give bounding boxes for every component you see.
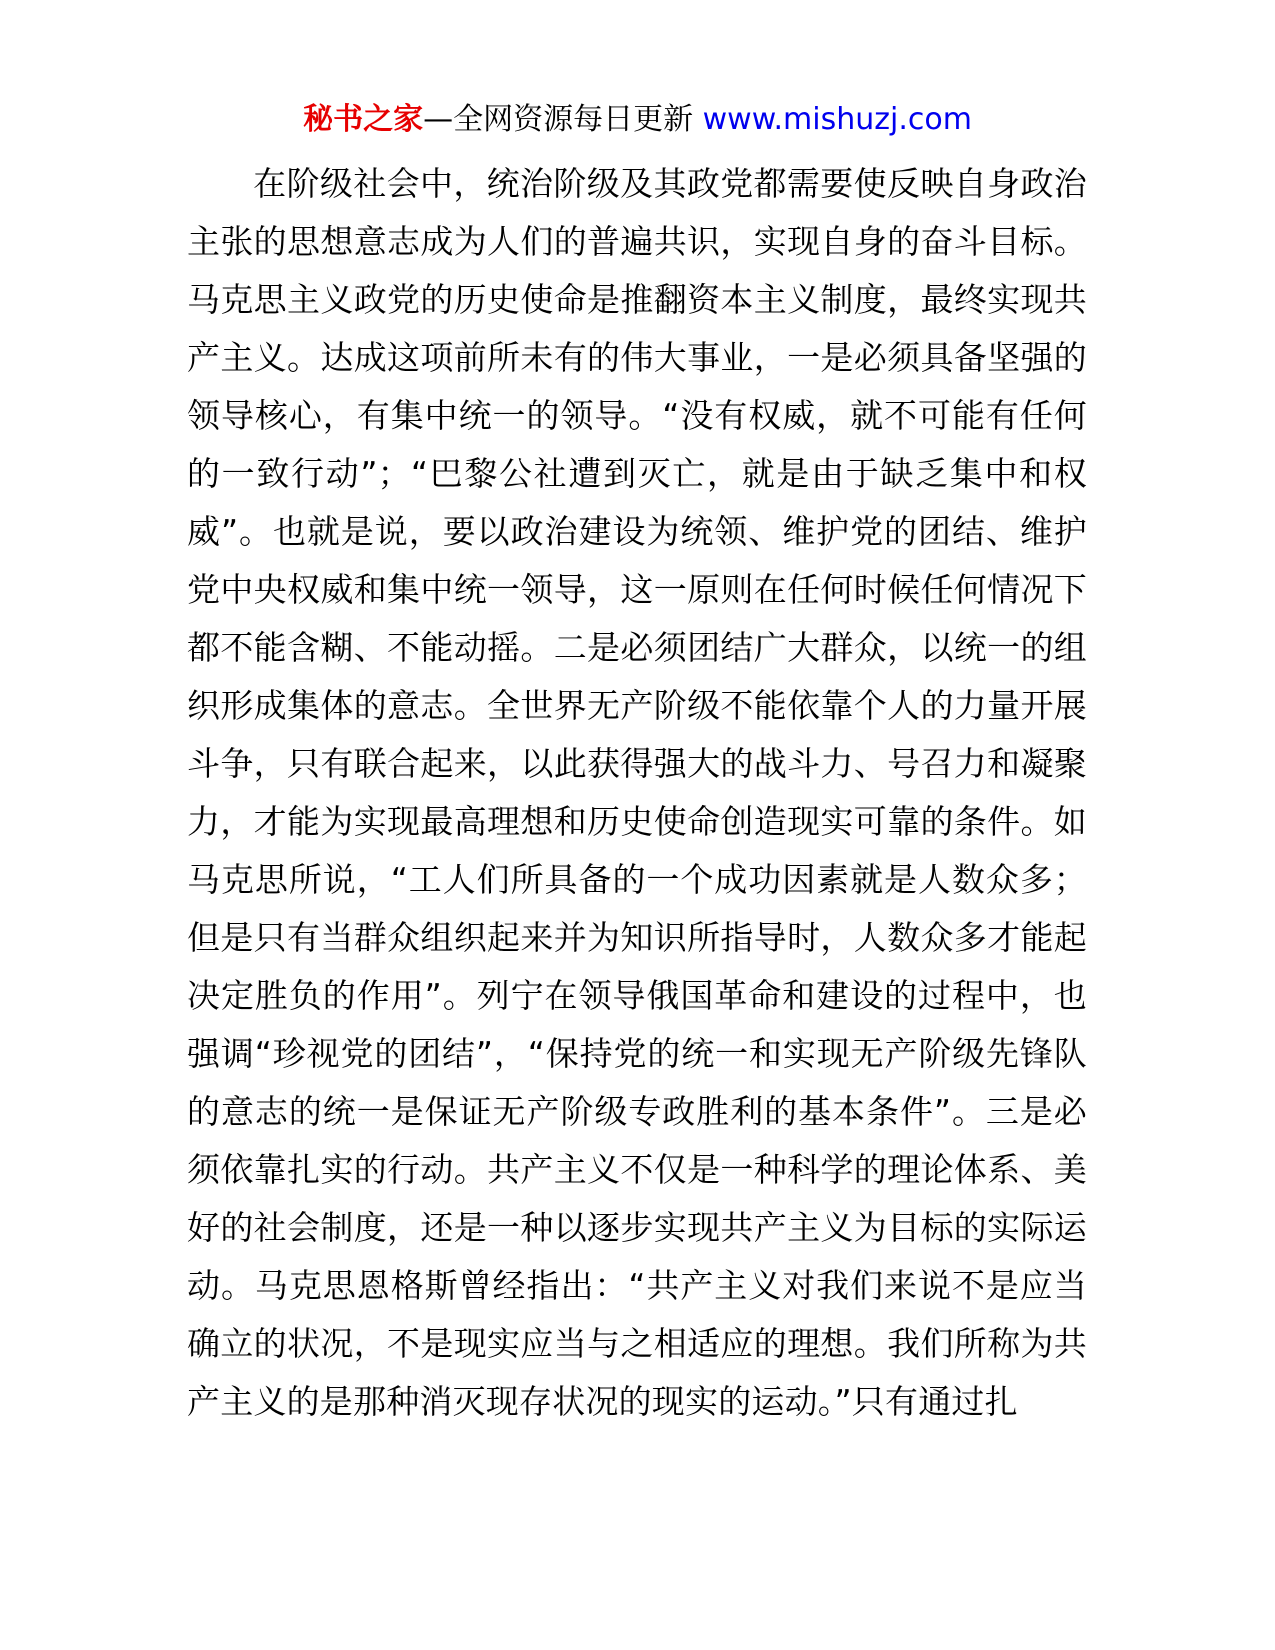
- body-paragraph: [187, 155, 1087, 1431]
- website-link[interactable]: www.mishuzj.com: [702, 102, 972, 137]
- page-header: [0, 100, 1275, 140]
- paragraph-text: 在阶级社会中，统治阶级及其政党都需要使反映自身政治主张的思想意志成为人们的普遍共识，实现自身的奋斗目标。马克思主义政党的历史使命是推翻资本主义制度，最终实现共产主义。达成这项前所未有的伟大事业，一是必须具备坚强的领导核心，有集中统一的领导。“没有权威，就不可能有任何的一致行动”；“巴黎公社遭到灭亡，就是由于缺乏集中和权威”。也就是说，要以政治建设为统领、维护党的团结、维护党中央权威和集中统一领导，这一原则在任何时候任何情况下都不能含糊、不能动摇。二是必须团结广大群众，以统一的组织形成集体的意志。全世界无产阶级不能依靠个人的力量开展斗争，只有联合起来，以此获得强大的战斗力、号召力和凝聚力，才能为实现最高理想和历史使命创造现实可靠的条件。如马克思所说，“工人们所具备的一个成功因素就是人数众多；但是只有当群众组织起来并为知识所指导时，人数众多才能起决定胜负的作用”。列宁在领导俄国革命和建设的过程中，也强调“珍视党的团结”，“保持党的统一和实现无产阶级先锋队的意志的统一是保证无产阶级专政胜利的基本条件”。三是必须依靠扎实的行动。共产主义不仅是一种科学的理论体系、美好的社会制度，还是一种以逐步实现共产主义为目标的实际运动。马克思恩格斯曾经指出：“共产主义对我们来说不是应当确立的状况，不是现实应当与之相适应的理想。我们所称为共产主义的是那种消灭现存状况的现实的运动。”只有通过扎: [187, 164, 1087, 1421]
- brand-name: 秘书之家: [303, 102, 424, 137]
- header-tagline: —全网资源每日更新: [423, 102, 703, 137]
